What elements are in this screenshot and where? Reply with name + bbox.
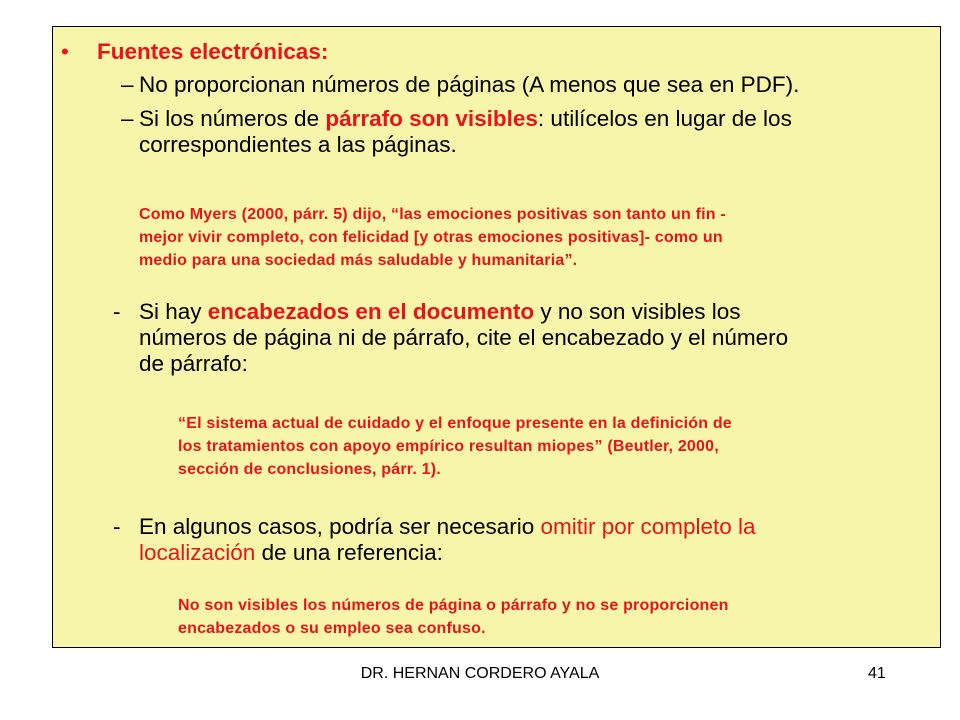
bullet-marker: • — [61, 39, 69, 64]
quote2-line2: los tratamientos con apoyo empírico resultan miopes” (Beutler, 2000, — [178, 438, 719, 455]
item3-text-a: Si hay — [139, 299, 208, 324]
quote2-line3: sección de conclusiones, párr. 1). — [178, 461, 441, 478]
item2-text-a: Si los números de — [139, 106, 326, 131]
item-headings — [139, 299, 740, 325]
item4-text-a: En algunos casos, podría ser necesario — [139, 514, 541, 539]
item-no-page-numbers: No proporcionan números de páginas (A menos que sea en PDF). — [139, 72, 800, 97]
quote1-line1: Como Myers (2000, párr. 5) dijo, “las emociones positivas son tanto un fin - — [139, 206, 726, 223]
heading: Fuentes electrónicas: — [97, 39, 329, 64]
item4-highlight2: localización — [139, 540, 256, 565]
hyphen-marker-4: - — [113, 514, 121, 539]
item-paragraph-visible — [139, 106, 792, 132]
item3-text-b: y no son visibles los — [534, 299, 741, 324]
item3-highlight: encabezados en el documento — [207, 299, 535, 324]
item-omit-location — [139, 514, 756, 540]
item4-text-b: de una referencia: — [255, 540, 443, 565]
item2-highlight: párrafo son visibles — [325, 106, 538, 131]
item4-line2 — [139, 540, 443, 566]
item3-line2: números de página ni de párrafo, cite el encabezado y el número — [139, 325, 789, 350]
note-line2: encabezados o su empleo sea confuso. — [178, 620, 486, 637]
item2-line2: correspondientes a las páginas. — [139, 132, 457, 157]
item3-line3: de párrafo: — [139, 351, 248, 376]
dash-marker-2: – — [121, 106, 134, 131]
dash-marker-1: – — [121, 72, 134, 97]
quote1-line3: medio para una sociedad más saludable y humanitaria”. — [139, 252, 578, 269]
footer-author: DR. HERNAN CORDERO AYALA — [360, 665, 600, 682]
hyphen-marker-3: - — [113, 299, 121, 324]
item2-text-b: : utilícelos en lugar de los — [537, 106, 792, 131]
note-line1: No son visibles los números de página o párrafo y no se proporcionen — [178, 597, 729, 614]
quote2-line1: “El sistema actual de cuidado y el enfoque presente en la definición de — [178, 415, 732, 432]
slide-content-box — [52, 26, 941, 648]
item4-highlight1: omitir por completo la — [540, 514, 756, 539]
quote1-line2: mejor vivir completo, con felicidad [y otras emociones positivas]- como un — [139, 229, 723, 246]
page-number: 41 — [868, 665, 886, 682]
